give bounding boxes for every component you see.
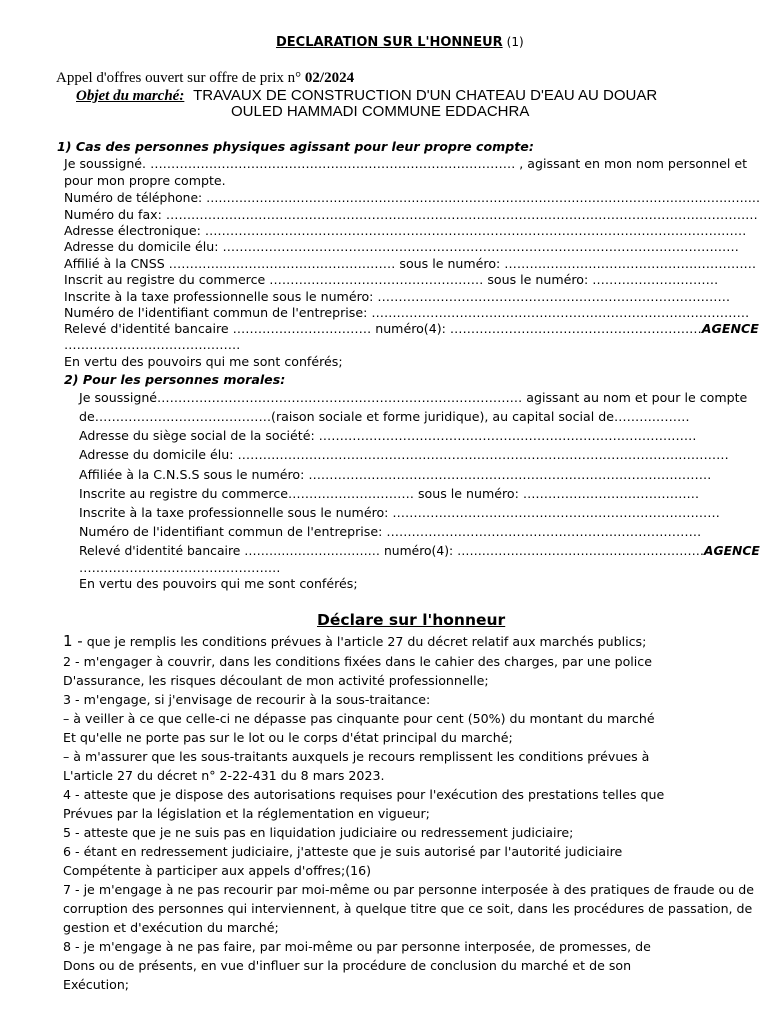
section2-line: Affiliée à la C.N.S.S sous le numéro: …………………………………………………………………………………… — [79, 467, 712, 482]
section2-line — [79, 543, 760, 559]
declaration-line: 2 - m'engager à couvrir, dans les conditions fixées dans le cahier des charges, par une police — [63, 654, 652, 669]
tender-line — [56, 70, 354, 86]
section1-line: Inscrit au registre du commerce …………………………………………… sous le numéro: ………………………… — [64, 272, 719, 287]
declaration-item — [63, 633, 646, 650]
declaration-line: 6 - étant en redressement judiciaire, j'atteste que je suis autorisé par l'autorité judiciaire — [63, 844, 623, 859]
section1-line: Je soussigné. …………………………………………………………………………… , agissant en mon nom personnel et — [64, 156, 748, 171]
section2-line: de……………………………………(raison sociale et forme juridique), au capital social de……………… — [79, 409, 690, 424]
section1-line — [64, 321, 759, 337]
declaration-line: 7 - je m'engage à ne pas recourir par moi-même ou par personne interposée à des pratiques de fraude ou de — [63, 882, 754, 897]
declaration-item-text: que je remplis les conditions prévues à l'article 27 du décret relatif aux marchés publics; — [82, 634, 647, 649]
declaration-line: Prévues par la législation et la réglementation en vigueur; — [63, 806, 430, 821]
section1-line: Affilié à la CNSS ……………………………………………… sous le numéro: …………………………………………………… — [64, 256, 757, 271]
object-line-2: OULED HAMMADI COMMUNE EDDACHRA — [231, 103, 530, 120]
document-title — [276, 34, 524, 51]
declaration-heading: Déclare sur l'honneur — [317, 611, 506, 629]
declaration-line: 4 - atteste que je dispose des autorisations requises pour l'exécution des prestations telles que — [63, 787, 665, 802]
section1-line: Numéro de l'identifiant commun de l'entreprise: ……………………………………………………………………………… — [64, 305, 750, 320]
section1-heading: 1) Cas des personnes physiques agissant pour leur propre compte: — [57, 139, 534, 154]
section2-line: Adresse du domicile élu: ……………………………………………………………………………………………………… — [79, 447, 729, 462]
section1-line: Adresse électronique: ………………………………………………………………………………………………………………… — [64, 223, 747, 238]
declaration-line: D'assurance, les risques découlant de mon activité professionnelle; — [63, 673, 489, 688]
tender-number: 02/2024 — [304, 70, 355, 86]
declaration-line: – à m'assurer que les sous-traitants auxquels je recours remplissent les conditions prévues à — [63, 749, 650, 764]
section2-heading: 2) Pour les personnes morales: — [64, 372, 286, 387]
section2-agence: AGENCE — [703, 543, 760, 558]
section2-line: Inscrite au registre du commerce………………………… sous le numéro: …………………………………… — [79, 486, 700, 501]
section1-line: Adresse du domicile élu: …………………………………………………………………………………………………………… — [64, 239, 739, 254]
declaration-line: Dons ou de présents, en vue d'influer sur la procédure de conclusion du marché et de son — [63, 958, 632, 973]
declaration-line: gestion et d'exécution du marché; — [63, 920, 279, 935]
object-line-1 — [76, 87, 657, 104]
declaration-line: 8 - je m'engage à ne pas faire, par moi-même ou par personne interposée, de promesses, de — [63, 939, 651, 954]
section1-line: En vertu des pouvoirs qui me sont conférés; — [64, 354, 343, 369]
declaration-item-number: 1 - — [63, 632, 83, 650]
section2-line: Adresse du siège social de la société: ……………………………………………………………………………… — [79, 428, 697, 443]
section1-line: …………………………………… — [64, 337, 241, 352]
section1-line: Inscrite à la taxe professionnelle sous le numéro: ………………………………………………………………………… — [64, 289, 731, 304]
title-note: (1) — [506, 35, 524, 49]
declaration-line: 5 - atteste que je ne suis pas en liquidation judiciaire ou redressement judiciaire; — [63, 825, 574, 840]
section1-line: Numéro de téléphone: ……………………………………………………………………………………………………………………… — [64, 190, 761, 205]
section1-rib-line: Relevé d'identité bancaire …………………………… numéro(4): …………………………………………………… — [64, 321, 702, 336]
section2-line: Je soussigné…………………………………………………………………………… agissant au nom et pour le compte — [79, 390, 748, 405]
section2-line: ………………………………………… — [79, 560, 281, 575]
declaration-line: Exécution; — [63, 977, 130, 992]
declaration-line: Et qu'elle ne porte pas sur le lot ou le corps d'état principal du marché; — [63, 730, 513, 745]
section2-line: Numéro de l'identifiant commun de l'entreprise: ………………………………………………………………… — [79, 524, 702, 539]
declaration-line: Compétente à participer aux appels d'offres;(16) — [63, 863, 372, 878]
title-text: DECLARATION SUR L'HONNEUR — [276, 35, 503, 50]
section1-agence: AGENCE — [701, 321, 759, 336]
section1-line: pour mon propre compte. — [64, 173, 226, 188]
object-label: Objet du marché: — [76, 88, 185, 104]
object-text-1: TRAVAUX DE CONSTRUCTION D'UN CHATEAU D'EAU AU DOUAR — [193, 87, 658, 104]
section2-line: En vertu des pouvoirs qui me sont conférés; — [79, 576, 358, 591]
tender-prefix: Appel d'offres ouvert sur offre de prix n° — [56, 70, 302, 86]
declaration-line: L'article 27 du décret n° 2-22-431 du 8 mars 2023. — [63, 768, 385, 783]
section2-rib-line: Relevé d'identité bancaire …………………………… numéro(4): …………………………………………………… — [79, 543, 704, 558]
declaration-line: 3 - m'engage, si j'envisage de recourir à la sous-traitance: — [63, 692, 431, 707]
declaration-line: corruption des personnes qui interviennent, à quelque titre que ce soit, dans les procédures de passation, de — [63, 901, 753, 916]
section1-line: Numéro du fax: …………………………………………………………………………………………………………………………… — [64, 207, 758, 222]
section2-line: Inscrite à la taxe professionnelle sous le numéro: …………………………………………………………………… — [79, 505, 720, 520]
declaration-line: – à veiller à ce que celle-ci ne dépasse pas cinquante pour cent (50%) du montant du marché — [63, 711, 655, 726]
